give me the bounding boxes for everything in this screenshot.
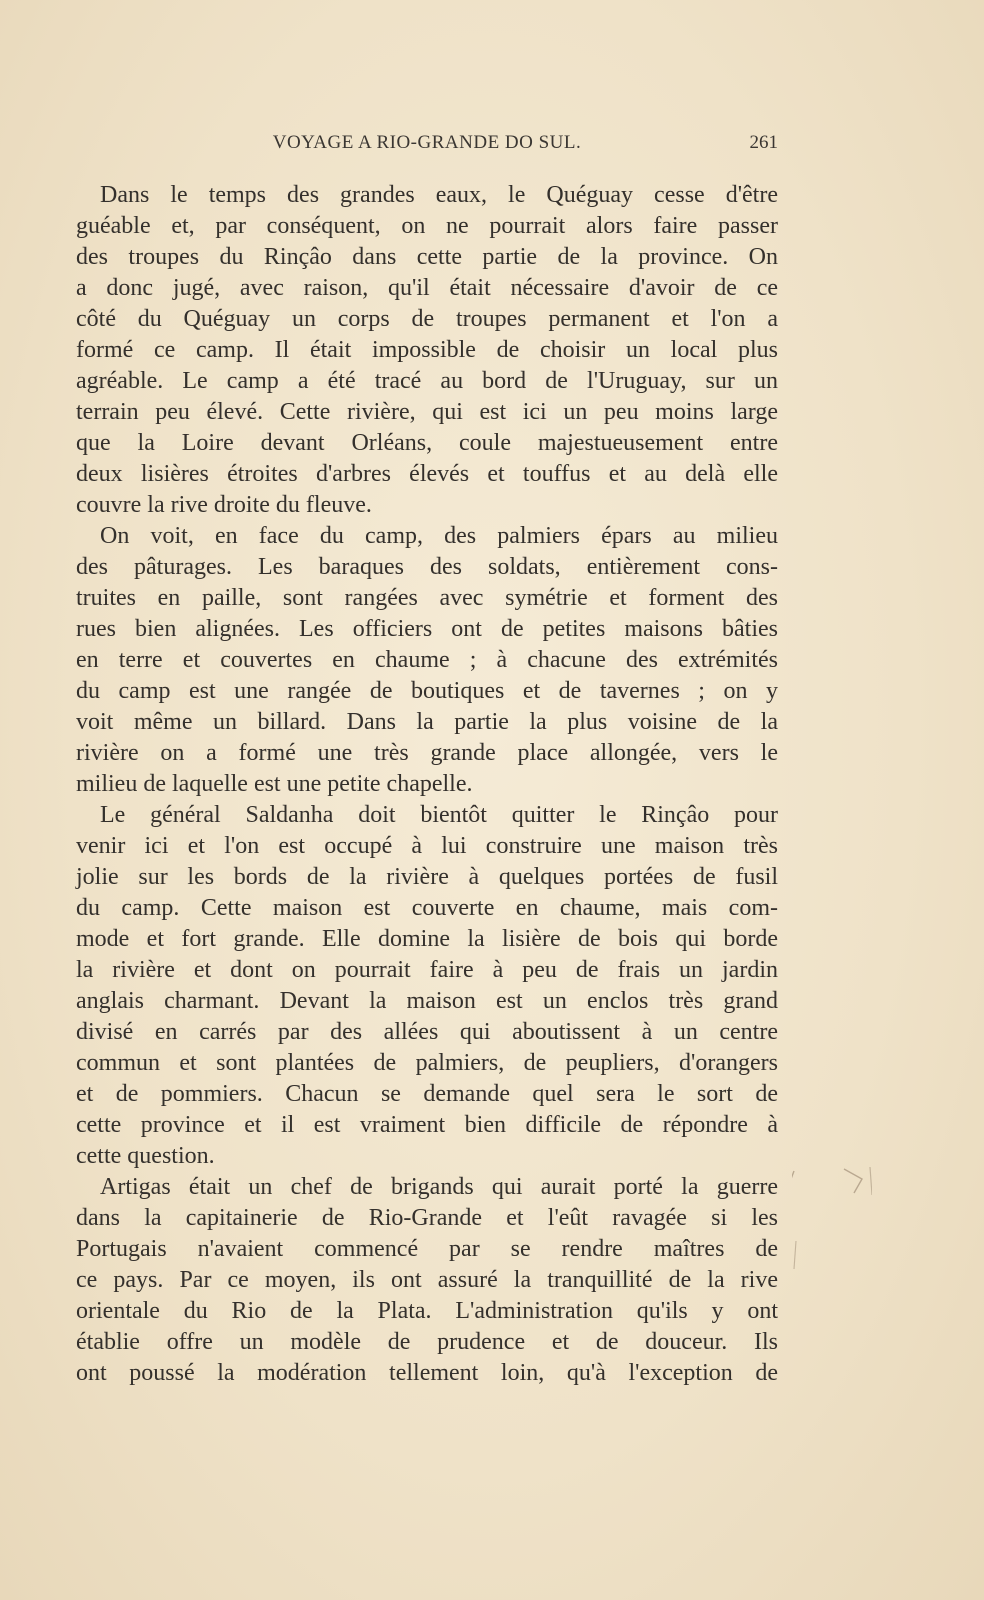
text-line: deux lisières étroites d'arbres élevés et touffus et au delà elle: [76, 461, 778, 487]
text-line: orientale du Rio de la Plata. L'administration qu'ils y ont: [76, 1298, 778, 1324]
body-text: [76, 180, 778, 1389]
text-line: commun et sont plantées de palmiers, de peupliers, d'orangers: [76, 1050, 778, 1076]
text-line: rivière on a formé une très grande place allongée, vers le: [76, 740, 778, 766]
text-line: des troupes du Rinçâo dans cette partie de la province. On: [76, 244, 778, 270]
text-line: On voit, en face du camp, des palmiers épars au milieu: [100, 523, 778, 549]
text-line: et de pommiers. Chacun se demande quel sera le sort de: [76, 1081, 778, 1107]
text-line: cette question.: [76, 1143, 215, 1169]
text-line: côté du Quéguay un corps de troupes permanent et l'on a: [76, 306, 778, 332]
text-line: que la Loire devant Orléans, coule majestueusement entre: [76, 430, 778, 456]
text-line: du camp. Cette maison est couverte en chaume, mais com-: [76, 895, 778, 921]
text-line: en terre et couvertes en chaume ; à chacune des extrémités: [76, 647, 778, 673]
paragraph: [76, 180, 778, 521]
margin-pencil-mark: [792, 1165, 872, 1275]
text-line: Portugais n'avaient commencé par se rendre maîtres de: [76, 1236, 778, 1262]
text-line: terrain peu élevé. Cette rivière, qui est ici un peu moins large: [76, 399, 778, 425]
text-line: établie offre un modèle de prudence et de douceur. Ils: [76, 1329, 778, 1355]
page-number: 261: [749, 132, 778, 153]
text-line: truites en paille, sont rangées avec symétrie et forment des: [76, 585, 778, 611]
text-line: voit même un billard. Dans la partie la plus voisine de la: [76, 709, 778, 735]
text-line: mode et fort grande. Elle domine la lisière de bois qui borde: [76, 926, 778, 952]
running-title: VOYAGE A RIO-GRANDE DO SUL.: [272, 132, 582, 153]
paragraph: [76, 521, 778, 800]
text-line: Dans le temps des grandes eaux, le Quéguay cesse d'être: [100, 182, 778, 208]
text-line: a donc jugé, avec raison, qu'il était nécessaire d'avoir de ce: [76, 275, 778, 301]
text-line: ont poussé la modération tellement loin, qu'à l'exception de: [76, 1360, 778, 1386]
paragraph: [76, 1172, 778, 1389]
text-line: couvre la rive droite du fleuve.: [76, 492, 372, 518]
text-line: anglais charmant. Devant la maison est un enclos très grand: [76, 988, 778, 1014]
page-header: [76, 132, 778, 162]
text-line: milieu de laquelle est une petite chapelle.: [76, 771, 473, 797]
text-line: ce pays. Par ce moyen, ils ont assuré la tranquillité de la rive: [76, 1267, 778, 1293]
text-line: agréable. Le camp a été tracé au bord de l'Uruguay, sur un: [76, 368, 778, 394]
text-line: jolie sur les bords de la rivière à quelques portées de fusil: [76, 864, 778, 890]
text-line: des pâturages. Les baraques des soldats, entièrement cons-: [76, 554, 778, 580]
text-line: cette province et il est vraiment bien difficile de répondre à: [76, 1112, 778, 1138]
text-line: la rivière et dont on pourrait faire à peu de frais un jardin: [76, 957, 778, 983]
text-line: divisé en carrés par des allées qui aboutissent à un centre: [76, 1019, 778, 1045]
text-line: dans la capitainerie de Rio-Grande et l'eût ravagée si les: [76, 1205, 778, 1231]
text-line: rues bien alignées. Les officiers ont de petites maisons bâties: [76, 616, 778, 642]
text-line: du camp est une rangée de boutiques et de tavernes ; on y: [76, 678, 778, 704]
text-line: Artigas était un chef de brigands qui aurait porté la guerre: [100, 1174, 778, 1200]
text-line: Le général Saldanha doit bientôt quitter le Rinçâo pour: [100, 802, 778, 828]
text-line: guéable et, par conséquent, on ne pourrait alors faire passer: [76, 213, 778, 239]
text-line: formé ce camp. Il était impossible de choisir un local plus: [76, 337, 778, 363]
paragraph: [76, 800, 778, 1172]
text-line: venir ici et l'on est occupé à lui construire une maison très: [76, 833, 778, 859]
